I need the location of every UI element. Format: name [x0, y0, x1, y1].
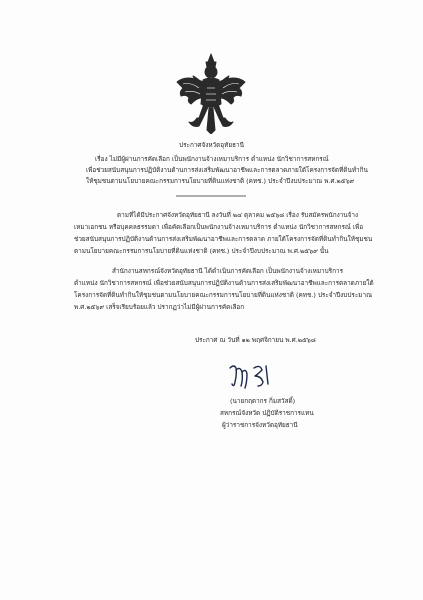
- subject-line-3: ให้ชุมชนตามนโยบายคณะกรรมการนโยบายที่ดินแห่งชาติ (คทช.) ประจำปีงบประมาณ พ.ศ.๒๕๖๙: [86, 177, 355, 185]
- subject-line-1: เรื่อง ไม่มีผู้ผ่านการคัดเลือก เป็นพนักงานจ้างเหมาบริการ ตำแหน่ง นักวิชาการสหกรณ์: [95, 155, 329, 163]
- signer-title-2: ผู้ว่าราชการจังหวัดอุทัยธานี: [222, 421, 298, 429]
- paragraph-2-line-4: พ.ศ.๒๕๖๙ เสร็จเรียบร้อยแล้ว ปรากฏว่าไม่มีผู้ผ่านการคัดเลือก: [74, 303, 245, 311]
- paragraph-1-line-3: ช่วยสนับสนุนการปฏิบัติงานด้านการส่งเสริมพัฒนาอาชีพและการตลาด ภายใต้โครงการจัดที่ดินทำกินให้ชุมชน: [74, 235, 373, 243]
- paragraph-1-line-1: ตามที่ได้มีประกาศจังหวัดอุทัยธานี ลงวันที่ ๒๔ ตุลาคม ๒๕๖๘ เรื่อง รับสมัครพนักงานจ้าง: [117, 211, 359, 219]
- paragraph-2-line-3: โครงการจัดที่ดินทำกินให้ชุมชนตามนโยบายคณะกรรมการนโยบายที่ดินแห่งชาติ (คทช.) ประจำปีงบประมาณ: [74, 291, 373, 299]
- announcement-title: ประกาศจังหวัดอุทัยธานี: [179, 141, 244, 149]
- handwritten-signature: [228, 362, 276, 390]
- signer-name: (นายกฤตากร กิ่มสวัสดิ์): [230, 397, 296, 405]
- signer-title-1: สหกรณ์จังหวัด ปฏิบัติราชการแทน: [220, 409, 314, 417]
- garuda-emblem-icon: [175, 52, 247, 134]
- announcement-date: ประกาศ ณ วันที่ ๑๒ พฤศจิกายน พ.ศ.๒๕๖๘: [195, 336, 316, 344]
- paragraph-1-line-4: ตามนโยบายคณะกรรมการนโยบายที่ดินแห่งชาติ (คทช.) ประจำปีงบประมาณ พ.ศ.๒๕๖๙ นั้น: [74, 247, 329, 255]
- paragraph-2-line-1: สำนักงานสหกรณ์จังหวัดอุทัยธานี ได้ดำเนินการคัดเลือก เป็นพนักงานจ้างเหมาบริการ: [112, 267, 343, 275]
- paragraph-1-line-2: เหมาเอกชน หรือบุคคลธรรมดา เพื่อคัดเลือกเป็นพนักงานจ้างเหมาบริการ ตำแหน่ง นักวิชาการสหกรณ์ เพื่อ: [74, 223, 364, 231]
- subject-line-2: เพื่อช่วยสนับสนุนการปฏิบัติงานด้านการส่งเสริมพัฒนาอาชีพและการตลาดภายใต้โครงการจัดที่ดินทำกิน: [86, 166, 368, 174]
- paragraph-2-line-2: ตำแหน่ง นักวิชาการสหกรณ์ เพื่อช่วยสนับสนุนการปฏิบัติงานด้านการส่งเสริมพัฒนาอาชีพและการตลาดภายใต้: [74, 279, 374, 287]
- header-divider: [176, 195, 246, 197]
